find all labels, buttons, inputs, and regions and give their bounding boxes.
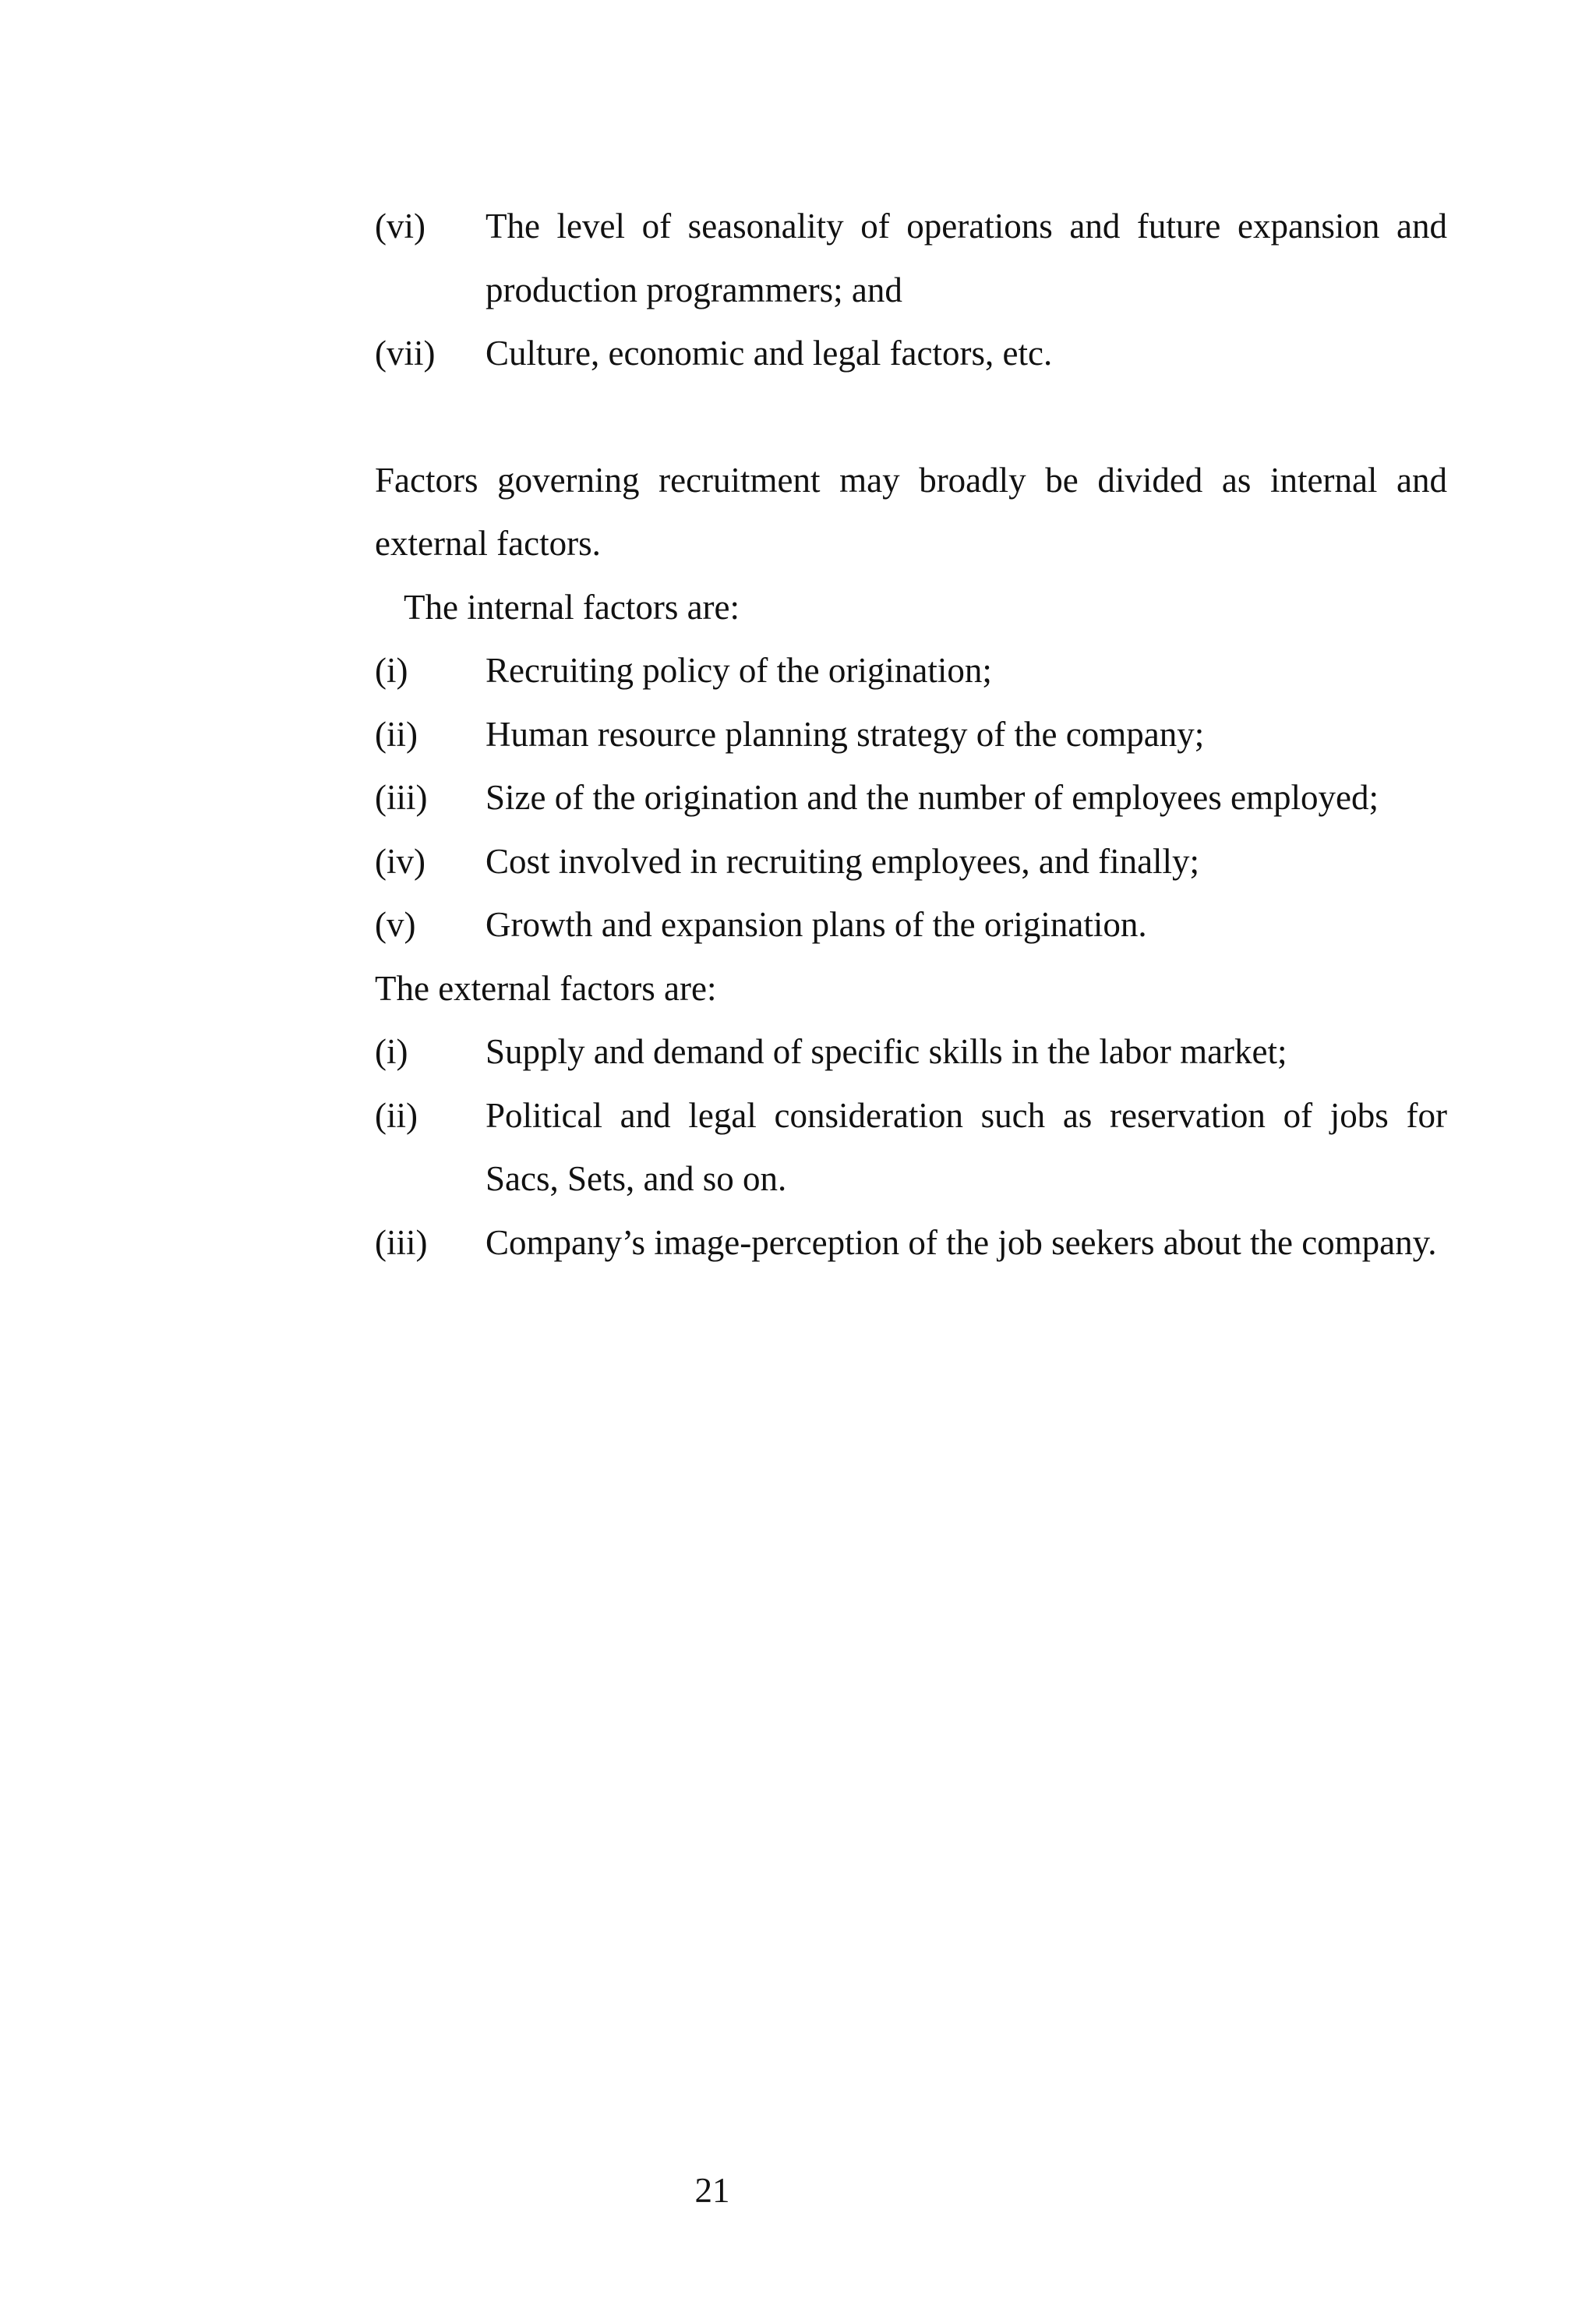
internal-item-i	[375, 639, 1447, 703]
list-item-text: Company’s image-perception of the job seekers about the company.	[486, 1222, 1437, 1262]
list-item-text: Size of the origination and the number of employees employed;	[486, 778, 1379, 817]
internal-factors-heading: The internal factors are:	[404, 587, 740, 627]
internal-item-v	[375, 893, 1447, 957]
list-item-text: The level of seasonality of operations and future expansion and production programmers; and	[486, 207, 1447, 309]
external-item-ii	[375, 1084, 1447, 1211]
list-marker: (v)	[375, 905, 416, 944]
external-item-i	[375, 1020, 1447, 1084]
internal-item-iii	[375, 766, 1447, 830]
list-marker: (i)	[375, 651, 408, 690]
list-marker: (ii)	[375, 714, 418, 754]
list-item-vii	[375, 322, 1447, 386]
list-marker: (iv)	[375, 841, 425, 881]
list-item-text: Culture, economic and legal factors, etc.	[486, 334, 1053, 373]
page-number: 21	[694, 2171, 730, 2210]
list-item-text: Growth and expansion plans of the origination.	[486, 905, 1147, 944]
page-content	[375, 195, 1447, 1274]
external-item-iii	[375, 1211, 1447, 1275]
list-item-text: Political and legal consideration such as reservation of jobs for Sacs, Sets, and so on.	[486, 1095, 1447, 1198]
list-item-text: Supply and demand of specific skills in the labor market;	[486, 1032, 1287, 1071]
intro-paragraph: Factors governing recruitment may broadly be divided as internal and external factors.	[375, 460, 1447, 563]
internal-item-ii	[375, 703, 1447, 767]
list-item-text: Recruiting policy of the origination;	[486, 651, 992, 690]
list-marker: (i)	[375, 1032, 408, 1071]
paragraph-spacer	[375, 386, 1447, 449]
internal-item-iv	[375, 830, 1447, 894]
list-item-vi	[375, 195, 1447, 322]
list-item-text: Human resource planning strategy of the company;	[486, 714, 1205, 754]
external-factors-heading: The external factors are:	[375, 968, 717, 1008]
list-marker: (vii)	[375, 334, 436, 373]
list-marker: (iii)	[375, 1222, 428, 1262]
list-marker: (vi)	[375, 207, 425, 246]
list-item-text: Cost involved in recruiting employees, and finally;	[486, 841, 1200, 881]
list-marker: (ii)	[375, 1095, 418, 1135]
list-marker: (iii)	[375, 778, 428, 817]
